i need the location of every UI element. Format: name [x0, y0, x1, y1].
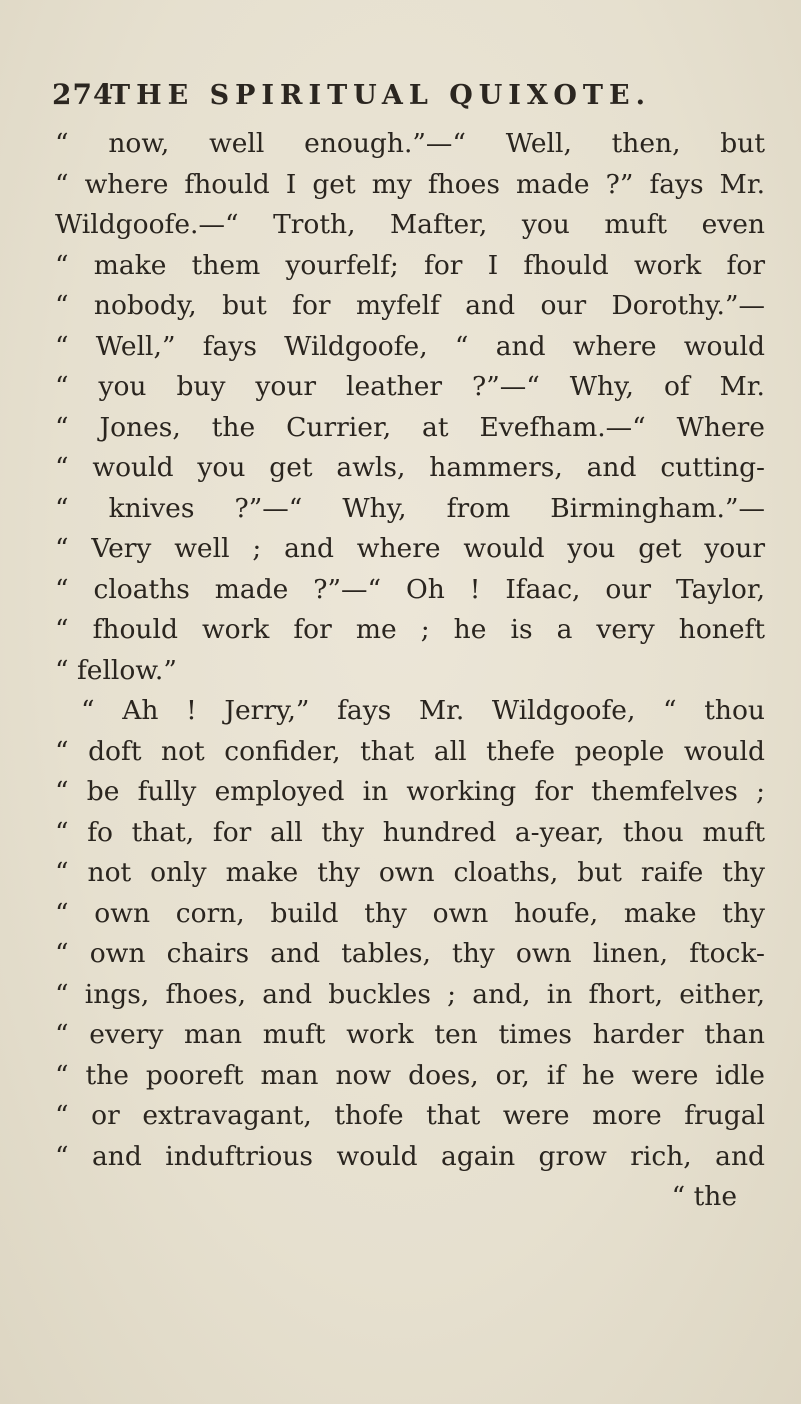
- text-line: “ nobody, but for myfelf and our Dorothy.”—: [55, 290, 765, 321]
- text-line: “ fo that, for all thy hundred a-year, thou muft: [55, 816, 765, 848]
- text-line: “ where fhould I get my fhoes made ?” fays Mr.: [55, 168, 765, 200]
- text-line: “ cloaths made ?”—“ Oh ! Ifaac, our Taylor,: [55, 573, 765, 605]
- text-line: “ every man muft work ten times harder than: [55, 1019, 765, 1050]
- text-line: “ own corn, build thy own houfe, make thy: [55, 897, 765, 929]
- text-line: “ Jones, the Currier, at Evefham.—“ Where: [55, 411, 765, 443]
- text-line: “ knives ?”—“ Why, from Birmingham.”—: [55, 492, 765, 524]
- page-number: 274: [52, 78, 114, 111]
- text-line: “ fhould work for me ; he is a very honeft: [55, 614, 765, 645]
- text-line: “ Very well ; and where would you get your: [55, 533, 765, 564]
- text-line: “ make them yourfelf; for I fhould work for: [55, 249, 765, 281]
- text-line: “ or extravagant, thofe that were more frugal: [55, 1100, 765, 1131]
- running-head: THE SPIRITUAL QUIXOTE.: [110, 80, 651, 111]
- text-line: “ the pooreft man now does, or, if he were idle: [55, 1059, 765, 1091]
- text-line: “ own chairs and tables, thy own linen, ftock-: [55, 938, 765, 969]
- text-line: “ Ah ! Jerry,” fays Mr. Wildgoofe, “ thou: [81, 695, 765, 726]
- body-text: [55, 124, 765, 1218]
- text-line: “ be fully employed in working for themfelves ;: [55, 776, 765, 807]
- text-line: “ would you get awls, hammers, and cutting-: [55, 452, 765, 483]
- text-line: “ not only make thy own cloaths, but raife thy: [55, 857, 765, 888]
- text-line: “ doft not confider, that all thefe people would: [55, 735, 765, 767]
- text-line: “ fellow.”: [55, 654, 177, 686]
- text-line: “ you buy your leather ?”—“ Why, of Mr.: [55, 371, 765, 402]
- page-header: [52, 78, 772, 118]
- text-line: “ ings, fhoes, and buckles ; and, in fhort, either,: [55, 978, 765, 1010]
- text-line: Wildgoofe.—“ Troth, Mafter, you muft even: [55, 209, 765, 240]
- text-line: “ now, well enough.”—“ Well, then, but: [55, 128, 765, 159]
- catchword: “ the: [671, 1181, 737, 1212]
- text-line: “ Well,” fays Wildgoofe, “ and where would: [55, 330, 765, 362]
- text-line: “ and induftrious would again grow rich, and: [55, 1140, 765, 1172]
